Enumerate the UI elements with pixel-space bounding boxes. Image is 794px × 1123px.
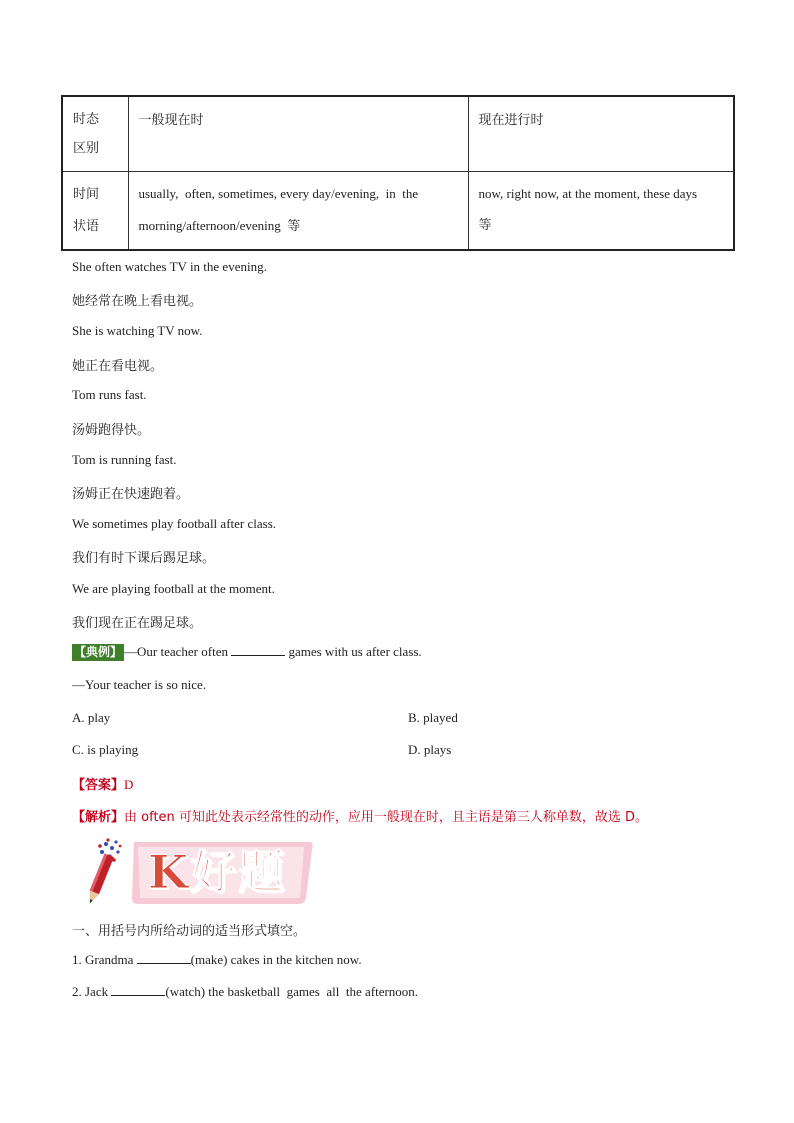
answer-line: [72, 774, 133, 793]
adverbials-line1: usually, often, sometimes, every day/evening, in the: [138, 186, 419, 201]
table-cell-category: [62, 96, 128, 172]
example-question-stem: [72, 644, 422, 661]
adverbials-line2: morning/afternoon/evening: [138, 218, 281, 233]
example-sentence-en: We are playing football at the moment.: [72, 581, 275, 596]
analysis-tag: 【解析】: [72, 810, 125, 825]
exercise-answer-blank[interactable]: [111, 984, 165, 996]
option-c: C. is playing: [72, 742, 139, 757]
table-cell-simple-present: [128, 96, 468, 172]
option-b: B. played: [408, 710, 458, 725]
example-question-reply: —Your teacher is so nice.: [72, 677, 207, 692]
analysis-line: [72, 806, 648, 825]
stem-before: —Our teacher often: [124, 644, 228, 659]
table-cell-simple-present-adverbials: [128, 172, 468, 251]
example-tag: 【典例】: [74, 645, 123, 659]
row-label-line1: 时间: [73, 187, 100, 202]
example-sentence-cn: 汤姆正在快速跑着。: [72, 487, 190, 502]
table-row-time-adverbials: [62, 172, 734, 251]
table-header-row: [62, 96, 734, 172]
exercise-answer-blank[interactable]: [137, 952, 191, 964]
exercise-item-number: 2. Jack: [72, 984, 109, 999]
example-sentence-en: Tom is running fast.: [72, 452, 177, 467]
header-label-line1: 时态: [73, 112, 100, 127]
continuous-adverbials-line2: 等: [478, 218, 492, 233]
exercise-item-text: (watch) the basketball games all the afternoon.: [165, 984, 419, 999]
exercise-item-number: 1. Grandma: [72, 952, 134, 967]
table-cell-present-continuous: [468, 96, 734, 172]
exercise-heading: 一、用括号内所给动词的适当形式填空。: [72, 924, 307, 939]
option-d: D. plays: [408, 742, 452, 757]
example-sentence-cn: 汤姆跑得快。: [72, 423, 151, 438]
header-present-continuous: 现在进行时: [478, 113, 544, 128]
example-sentence-cn: 我们有时下课后踢足球。: [72, 551, 216, 566]
row-label-line2: 状语: [73, 219, 100, 234]
example-sentence-cn: 她正在看电视。: [72, 359, 164, 374]
continuous-adverbials-line1: now, right now, at the moment, these days: [478, 186, 698, 201]
logo-text: K好题: [148, 845, 286, 899]
example-sentence-cn: 我们现在正在踢足球。: [72, 616, 203, 631]
stem-after: games with us after class.: [288, 644, 422, 659]
answer-value: D: [124, 777, 134, 792]
answer-blank: [231, 644, 285, 656]
example-sentence-en: We sometimes play football after class.: [72, 516, 277, 531]
tense-comparison-table: [61, 95, 735, 251]
table-cell-row-label: [62, 172, 128, 251]
example-sentence-en: She often watches TV in the evening.: [72, 259, 267, 274]
example-sentence-en: She is watching TV now.: [72, 323, 203, 338]
good-questions-logo: [82, 836, 314, 910]
example-sentence-en: Tom runs fast.: [72, 387, 147, 402]
exercise-item-text: (make) cakes in the kitchen now.: [190, 952, 362, 967]
exercise-item: [72, 952, 362, 968]
table-cell-continuous-adverbials: [468, 172, 734, 251]
analysis-text: 由 often 可知此处表示经常性的动作，应用一般现在时，且主语是第三人称单数，故选 D。: [124, 810, 649, 825]
exercise-item: [72, 984, 418, 1000]
answer-tag: 【答案】: [72, 778, 125, 793]
header-simple-present: 一般现在时: [138, 113, 204, 128]
example-sentence-cn: 她经常在晚上看电视。: [72, 294, 203, 309]
adverbials-suffix: 等: [287, 219, 301, 234]
option-a: A. play: [72, 710, 111, 725]
header-label-line2: 区别: [73, 141, 100, 156]
